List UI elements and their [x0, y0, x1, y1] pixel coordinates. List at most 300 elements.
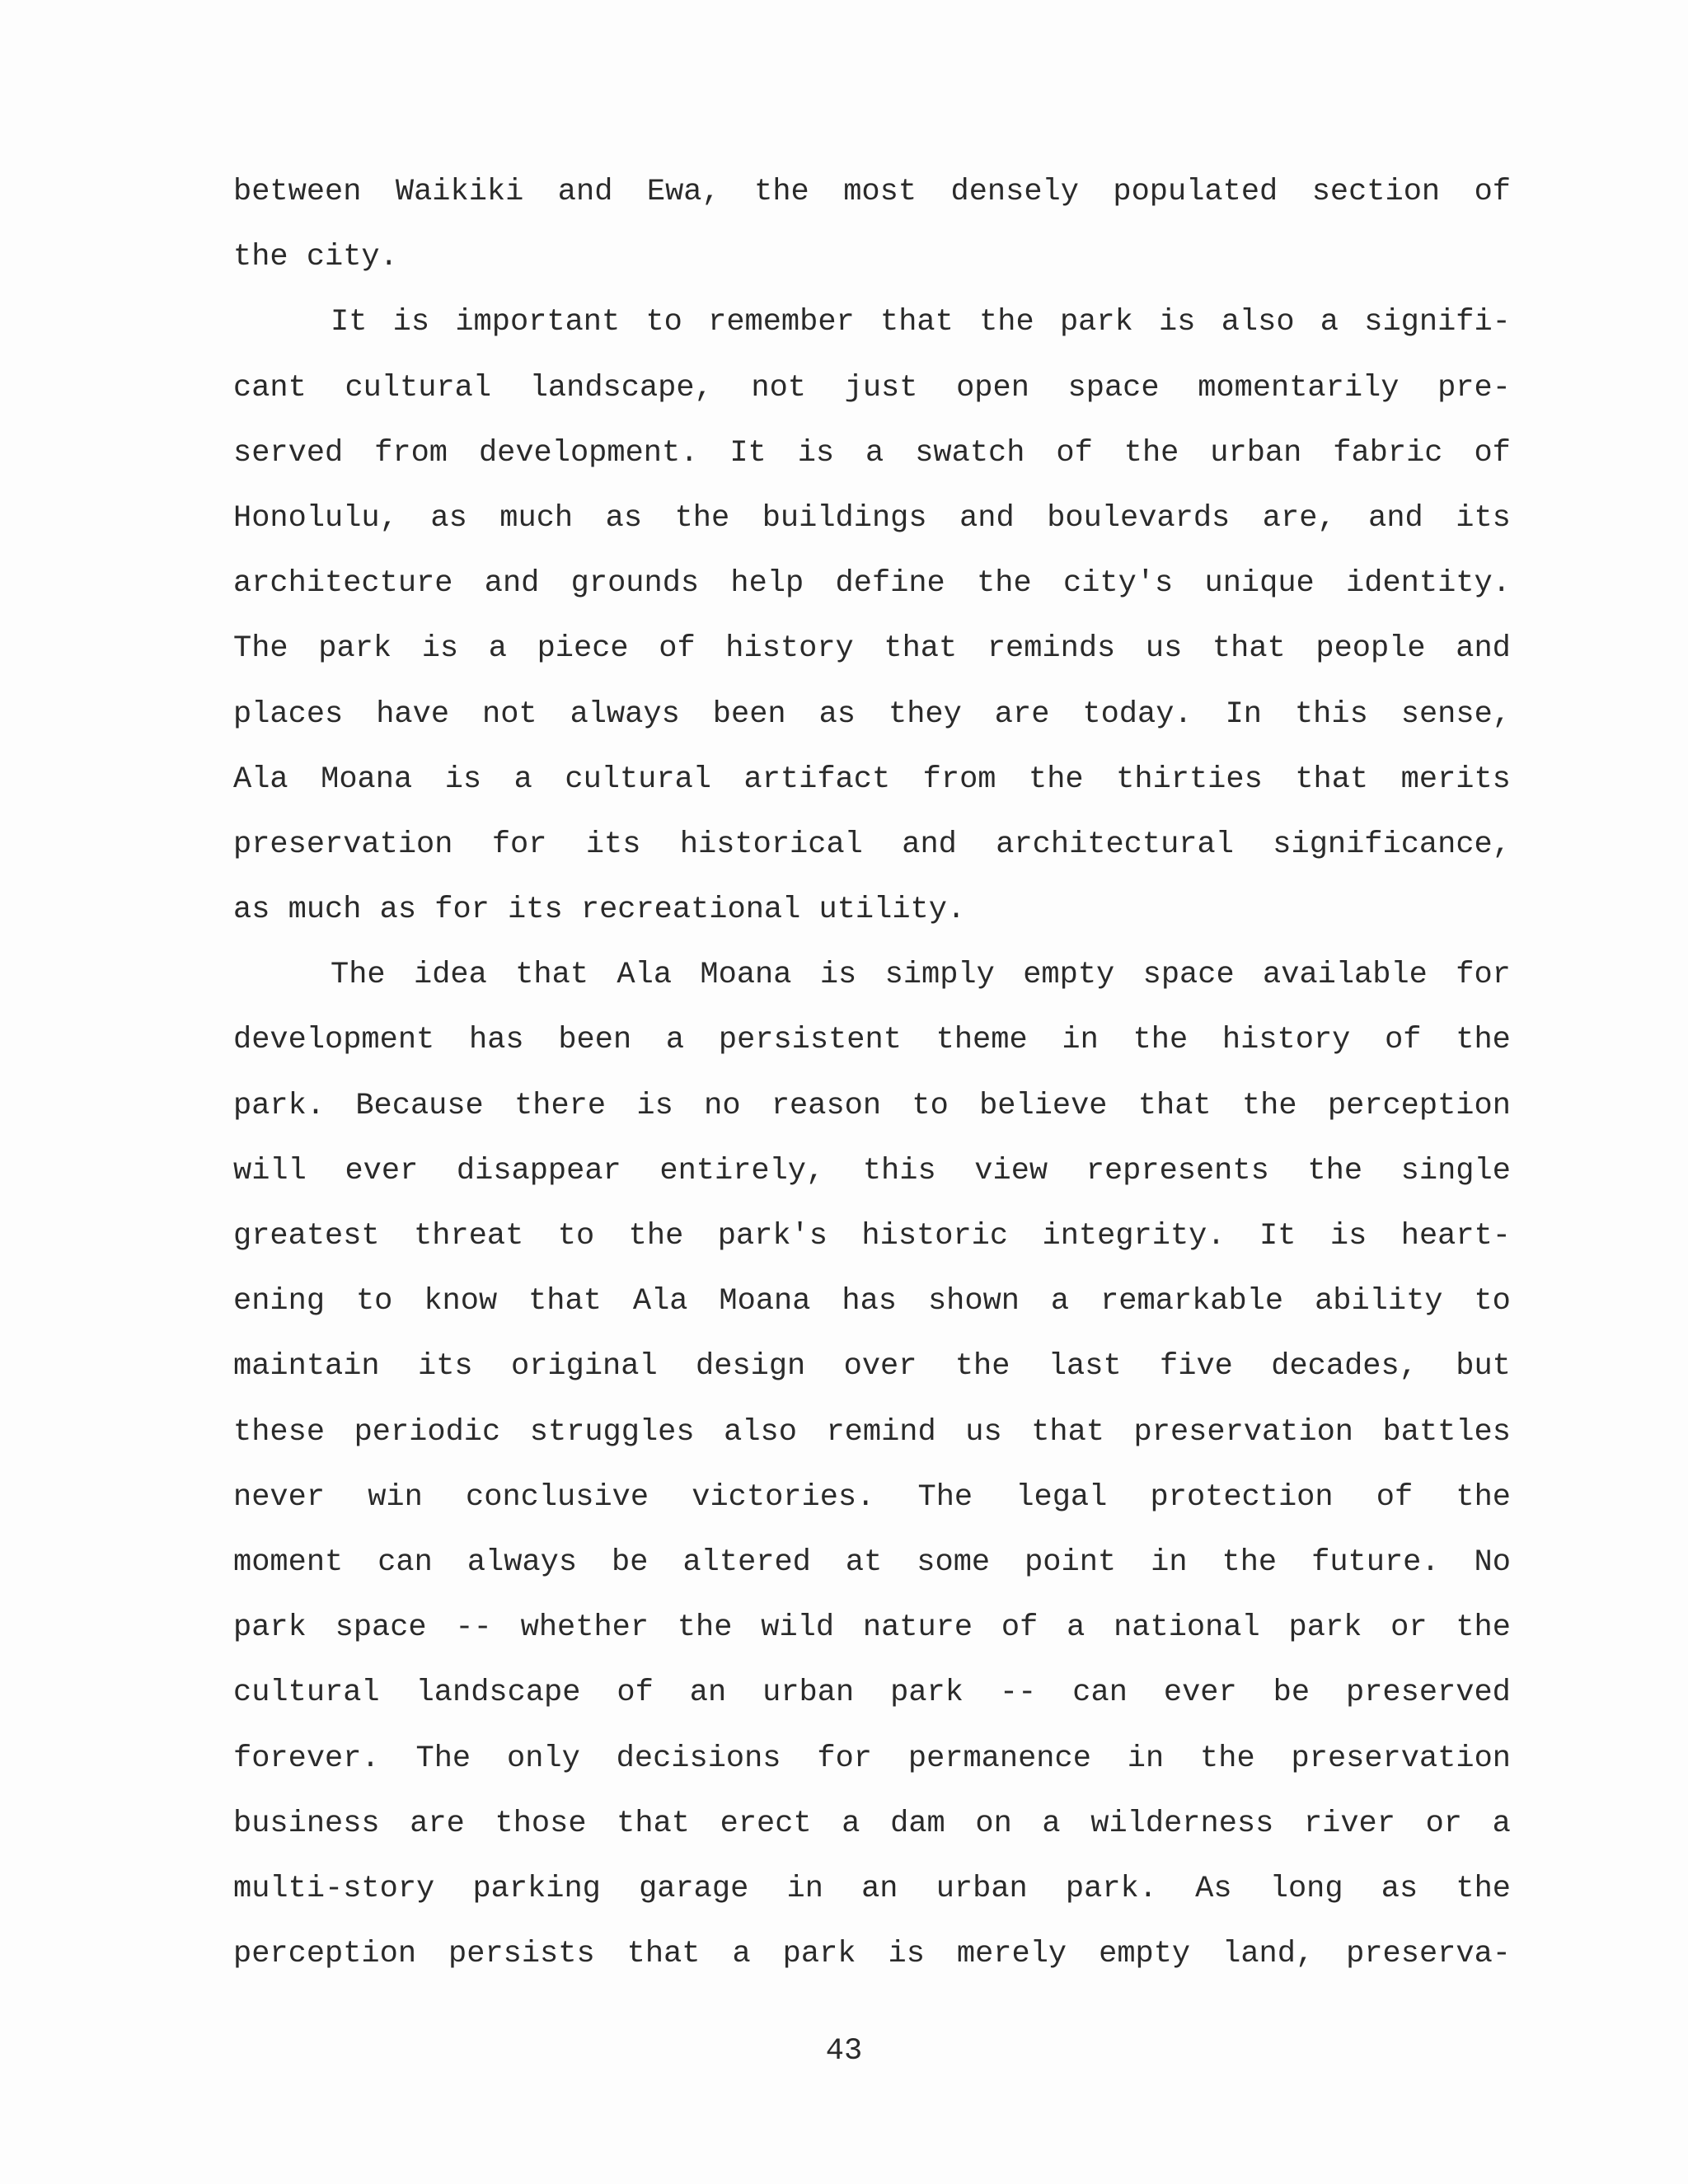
word: No [1474, 1544, 1511, 1580]
word: its [585, 827, 641, 862]
word: The [233, 631, 288, 667]
word: nature [862, 1610, 973, 1646]
word: for [817, 1741, 872, 1776]
word: development [233, 1023, 435, 1058]
word: In [1225, 696, 1262, 732]
word: urban [935, 1871, 1028, 1906]
word: cultural [345, 370, 492, 405]
text-line [233, 1937, 1511, 2002]
word: section [1311, 175, 1441, 209]
word: been [558, 1023, 632, 1058]
word: space [1067, 370, 1160, 405]
word: densely [950, 175, 1079, 209]
word: multi-story [233, 1871, 435, 1906]
text-line [233, 501, 1511, 566]
word: has [842, 1284, 898, 1319]
word: from [922, 762, 996, 797]
page-number: 43 [825, 2034, 863, 2069]
text-line [233, 1349, 1511, 1414]
word: park [233, 1610, 307, 1646]
word: represents [1085, 1153, 1269, 1188]
word: Honolulu, [233, 500, 398, 536]
word: of [1001, 1610, 1039, 1646]
word: the [754, 175, 809, 209]
word: permanence [907, 1741, 1091, 1776]
word: a [1042, 1806, 1061, 1841]
word: cultural [233, 1675, 380, 1711]
word: no [704, 1088, 741, 1123]
word: are [994, 696, 1050, 732]
word: an [689, 1675, 727, 1711]
word: swatch [915, 435, 1025, 471]
text-line-content: as much as for its recreational utility. [233, 893, 966, 928]
word: park's [717, 1219, 828, 1254]
word: reason [771, 1088, 882, 1123]
word: a [1492, 1806, 1511, 1841]
text-line [233, 1284, 1511, 1349]
word: ability [1315, 1284, 1443, 1319]
word: know [424, 1284, 498, 1319]
word: as [818, 696, 856, 732]
word: is [888, 1937, 925, 1972]
word: be [1273, 1675, 1311, 1711]
word: in [786, 1871, 823, 1906]
word: the [954, 1349, 1010, 1385]
text-line [233, 1741, 1511, 1807]
word: but [1456, 1349, 1511, 1385]
word: important [455, 305, 621, 340]
word: As [1195, 1871, 1232, 1906]
word: for [1456, 958, 1511, 993]
text-line [233, 371, 1511, 436]
word: the [1123, 435, 1179, 471]
word: that [1295, 762, 1369, 797]
word: park [890, 1675, 964, 1711]
word: has [468, 1023, 524, 1058]
word: is [819, 958, 857, 993]
word: river [1303, 1806, 1395, 1841]
word: historic [861, 1219, 1009, 1254]
word: a [1320, 305, 1339, 340]
word: to [912, 1088, 949, 1123]
word: there [514, 1088, 607, 1123]
word: in [1127, 1741, 1165, 1776]
text-line [233, 1023, 1511, 1088]
word: unique [1204, 566, 1315, 602]
word: heart- [1400, 1219, 1511, 1254]
word: Ewa, [646, 175, 720, 209]
word: or [1390, 1610, 1428, 1646]
word: struggles [529, 1414, 695, 1450]
word: Ala [617, 958, 673, 993]
text-line [233, 1480, 1511, 1545]
word: buildings [762, 500, 927, 536]
word: available [1263, 958, 1428, 993]
word: between [233, 175, 362, 209]
word: Moana [321, 762, 413, 797]
word: open [956, 370, 1029, 405]
word: believe [979, 1088, 1108, 1123]
word: of [1474, 175, 1511, 209]
word: momentarily [1198, 370, 1400, 405]
word: periodic [354, 1414, 501, 1450]
word: persistent [718, 1023, 902, 1058]
text-line [233, 240, 1511, 305]
word: also [1221, 305, 1295, 340]
word: the [1456, 1479, 1511, 1515]
word: park [1059, 305, 1133, 340]
word: single [1400, 1153, 1511, 1188]
word: is [636, 1088, 673, 1123]
word: and [902, 827, 957, 862]
word: design [696, 1349, 806, 1385]
text-line [233, 958, 1511, 1023]
word: conclusive [466, 1479, 649, 1515]
word: preserva- [1346, 1937, 1511, 1972]
word: to [645, 305, 682, 340]
word: park. [233, 1088, 326, 1123]
word: erect [720, 1806, 812, 1841]
word: garage [639, 1871, 749, 1906]
text-line [233, 436, 1511, 501]
text-line [233, 566, 1511, 631]
word: the [1200, 1741, 1255, 1776]
word: decisions [616, 1741, 781, 1776]
word: urban [1210, 435, 1302, 471]
word: Waikiki [395, 175, 524, 209]
word: populated [1113, 175, 1278, 209]
word: -- [455, 1610, 492, 1646]
word: perception [233, 1937, 417, 1972]
body-text [233, 175, 1511, 2002]
word: empty [1099, 1937, 1191, 1972]
word: of [1385, 1023, 1422, 1058]
word: not [482, 696, 537, 732]
word: wilderness [1090, 1806, 1274, 1841]
text-line [233, 1219, 1511, 1284]
word: is [1329, 1219, 1367, 1254]
word: and [557, 175, 613, 209]
word: piece [537, 631, 629, 667]
word: land, [1222, 1937, 1315, 1972]
word: preserved [1346, 1675, 1511, 1711]
word: a [732, 1937, 751, 1972]
word: can [1072, 1675, 1128, 1711]
word: boulevards [1047, 500, 1231, 536]
text-line [233, 1610, 1511, 1675]
word: historical [679, 827, 863, 862]
word: artifact [743, 762, 891, 797]
word: preservation [1291, 1741, 1511, 1776]
word: those [495, 1806, 587, 1841]
word: history [1221, 1023, 1351, 1058]
word: pre- [1437, 370, 1511, 405]
word: at [845, 1544, 883, 1580]
word: legal [1015, 1479, 1108, 1515]
word: national [1114, 1610, 1260, 1646]
text-line [233, 1675, 1511, 1741]
word: urban [762, 1675, 855, 1711]
word: The [415, 1741, 471, 1776]
word: that [1137, 1088, 1212, 1123]
word: be [612, 1544, 649, 1580]
word: original [511, 1349, 658, 1385]
word: reminds [987, 631, 1116, 667]
word: sense, [1400, 696, 1511, 732]
word: and [484, 566, 540, 602]
word: today. [1082, 696, 1193, 732]
word: whether [520, 1610, 649, 1646]
word: for [491, 827, 547, 862]
word: cant [233, 370, 307, 405]
word: only [506, 1741, 580, 1776]
word: of [1376, 1479, 1414, 1515]
word: development. [478, 435, 699, 471]
word: greatest [233, 1219, 380, 1254]
word: over [843, 1349, 917, 1385]
text-line [233, 175, 1511, 240]
text-line [233, 1807, 1511, 1872]
word: park [318, 631, 392, 667]
word: not [751, 370, 807, 405]
word: parking [472, 1871, 601, 1906]
word: forever. [233, 1741, 380, 1776]
word: and [1368, 500, 1423, 536]
word: signifi- [1364, 305, 1511, 340]
word: merits [1400, 762, 1511, 797]
word: a [513, 762, 532, 797]
word: define [835, 566, 945, 602]
word: is [392, 305, 430, 340]
word: as [430, 500, 467, 536]
word: been [712, 696, 786, 732]
word: is [1159, 305, 1196, 340]
word: have [376, 696, 450, 732]
word: architecture [233, 566, 453, 602]
word: integrity. [1042, 1219, 1226, 1254]
word: cultural [565, 762, 711, 797]
word: to [1474, 1284, 1511, 1319]
word: Moana [719, 1284, 811, 1319]
word: the [1456, 1023, 1511, 1058]
word: the [1456, 1610, 1511, 1646]
word: decades, [1271, 1349, 1418, 1385]
word: landscape, [529, 370, 713, 405]
word: perception [1327, 1088, 1511, 1123]
word: that [884, 631, 958, 667]
word: park. [1065, 1871, 1157, 1906]
word: most [843, 175, 917, 209]
word: fabric [1333, 435, 1443, 471]
word: to [355, 1284, 393, 1319]
text-line [233, 631, 1511, 696]
word: Ala [632, 1284, 688, 1319]
word: the [1241, 1088, 1297, 1123]
word: space [1142, 958, 1235, 993]
word: that [617, 1806, 690, 1841]
word: shown [927, 1284, 1020, 1319]
word: us [965, 1414, 1002, 1450]
word: the [1307, 1153, 1363, 1188]
word: just [844, 370, 918, 405]
word: they [888, 696, 962, 732]
word: identity. [1346, 566, 1511, 602]
word: victories. [692, 1479, 875, 1515]
word: this [862, 1153, 936, 1188]
word: never [233, 1479, 326, 1515]
word: threat [414, 1219, 524, 1254]
word: business [233, 1806, 380, 1841]
word: and [1456, 631, 1511, 667]
word: to [557, 1219, 595, 1254]
word: long [1269, 1871, 1343, 1906]
word: preservation [233, 827, 453, 862]
word: maintain [233, 1349, 380, 1385]
text-line [233, 1545, 1511, 1610]
word: can [377, 1544, 433, 1580]
word: an [861, 1871, 898, 1906]
word: Because [355, 1088, 484, 1123]
word: theme [935, 1023, 1028, 1058]
word: of [659, 631, 696, 667]
word: grounds [570, 566, 700, 602]
word: win [368, 1479, 423, 1515]
word: much [499, 500, 574, 536]
word: people [1315, 631, 1426, 667]
word: park [1288, 1610, 1362, 1646]
word: that [626, 1937, 701, 1972]
word: entirely, [659, 1153, 825, 1188]
word: that [1031, 1414, 1105, 1450]
word: the [979, 305, 1034, 340]
word: the [674, 500, 730, 536]
text-line-content: the city. [233, 240, 398, 275]
word: the [1221, 1544, 1278, 1580]
word: help [730, 566, 804, 602]
word: that [1212, 631, 1286, 667]
word: always [467, 1544, 578, 1580]
word: architectural [996, 827, 1234, 862]
word: moment [233, 1544, 344, 1580]
word: -- [999, 1675, 1037, 1711]
word: disappear [456, 1153, 621, 1188]
text-line [233, 305, 1511, 370]
word: remember [708, 305, 855, 340]
word: It [331, 305, 368, 340]
word: dam [890, 1806, 945, 1841]
word: ening [233, 1284, 326, 1319]
text-line [233, 697, 1511, 762]
word: battles [1382, 1414, 1511, 1450]
word: served [233, 435, 344, 471]
word: remarkable [1100, 1284, 1284, 1319]
word: or [1425, 1806, 1463, 1841]
word: in [1151, 1544, 1188, 1580]
word: of [617, 1675, 654, 1711]
word: The [331, 958, 386, 993]
word: the [1132, 1023, 1189, 1058]
word: and [959, 500, 1015, 536]
word: future. [1311, 1544, 1440, 1580]
word: as [605, 500, 643, 536]
word: that [515, 958, 589, 993]
word: space [335, 1610, 427, 1646]
text-line [233, 1872, 1511, 1937]
word: the [977, 566, 1032, 602]
word: a [488, 631, 507, 667]
word: a [865, 435, 884, 471]
word: us [1145, 631, 1183, 667]
word: merely [956, 1937, 1067, 1972]
word: of [1056, 435, 1093, 471]
word: five [1160, 1349, 1233, 1385]
word: its [1456, 500, 1511, 536]
word: It [729, 435, 767, 471]
word: It [1259, 1219, 1296, 1254]
word: is [444, 762, 482, 797]
word: of [1474, 435, 1511, 471]
word: idea [414, 958, 487, 993]
word: park [782, 1937, 856, 1972]
word: ever [345, 1153, 419, 1188]
word: empty [1023, 958, 1115, 993]
word: a [1067, 1610, 1085, 1646]
word: will [233, 1153, 307, 1188]
word: remind [826, 1414, 936, 1450]
word: this [1294, 696, 1368, 732]
word: also [724, 1414, 797, 1450]
word: as [1381, 1871, 1418, 1906]
word: its [418, 1349, 473, 1385]
word: history [725, 631, 854, 667]
word: the [628, 1219, 684, 1254]
word: always [570, 696, 680, 732]
word: a [1050, 1284, 1070, 1319]
text-line [233, 1089, 1511, 1154]
word: altered [682, 1544, 811, 1580]
word: places [233, 696, 344, 732]
word: landscape [415, 1675, 581, 1711]
word: city's [1062, 566, 1174, 602]
word: is [797, 435, 835, 471]
word: Ala [233, 762, 288, 797]
word: that [528, 1284, 602, 1319]
word: wild [761, 1610, 835, 1646]
text-line [233, 893, 1511, 958]
text-line [233, 1415, 1511, 1480]
word: view [974, 1153, 1048, 1188]
word: simply [884, 958, 995, 993]
word: last [1048, 1349, 1122, 1385]
word: persists [448, 1937, 595, 1972]
word: Moana [700, 958, 792, 993]
word: protection [1150, 1479, 1334, 1515]
word: preservation [1133, 1414, 1353, 1450]
word: the [677, 1610, 733, 1646]
word: are, [1262, 500, 1336, 536]
word: a [665, 1023, 685, 1058]
word: the [1029, 762, 1084, 797]
word: on [975, 1806, 1012, 1841]
word: ever [1163, 1675, 1237, 1711]
word: some [917, 1544, 991, 1580]
word: these [233, 1414, 326, 1450]
word: in [1062, 1023, 1099, 1058]
word: thirties [1116, 762, 1263, 797]
word: a [842, 1806, 860, 1841]
word: are [410, 1806, 465, 1841]
text-line [233, 762, 1511, 827]
